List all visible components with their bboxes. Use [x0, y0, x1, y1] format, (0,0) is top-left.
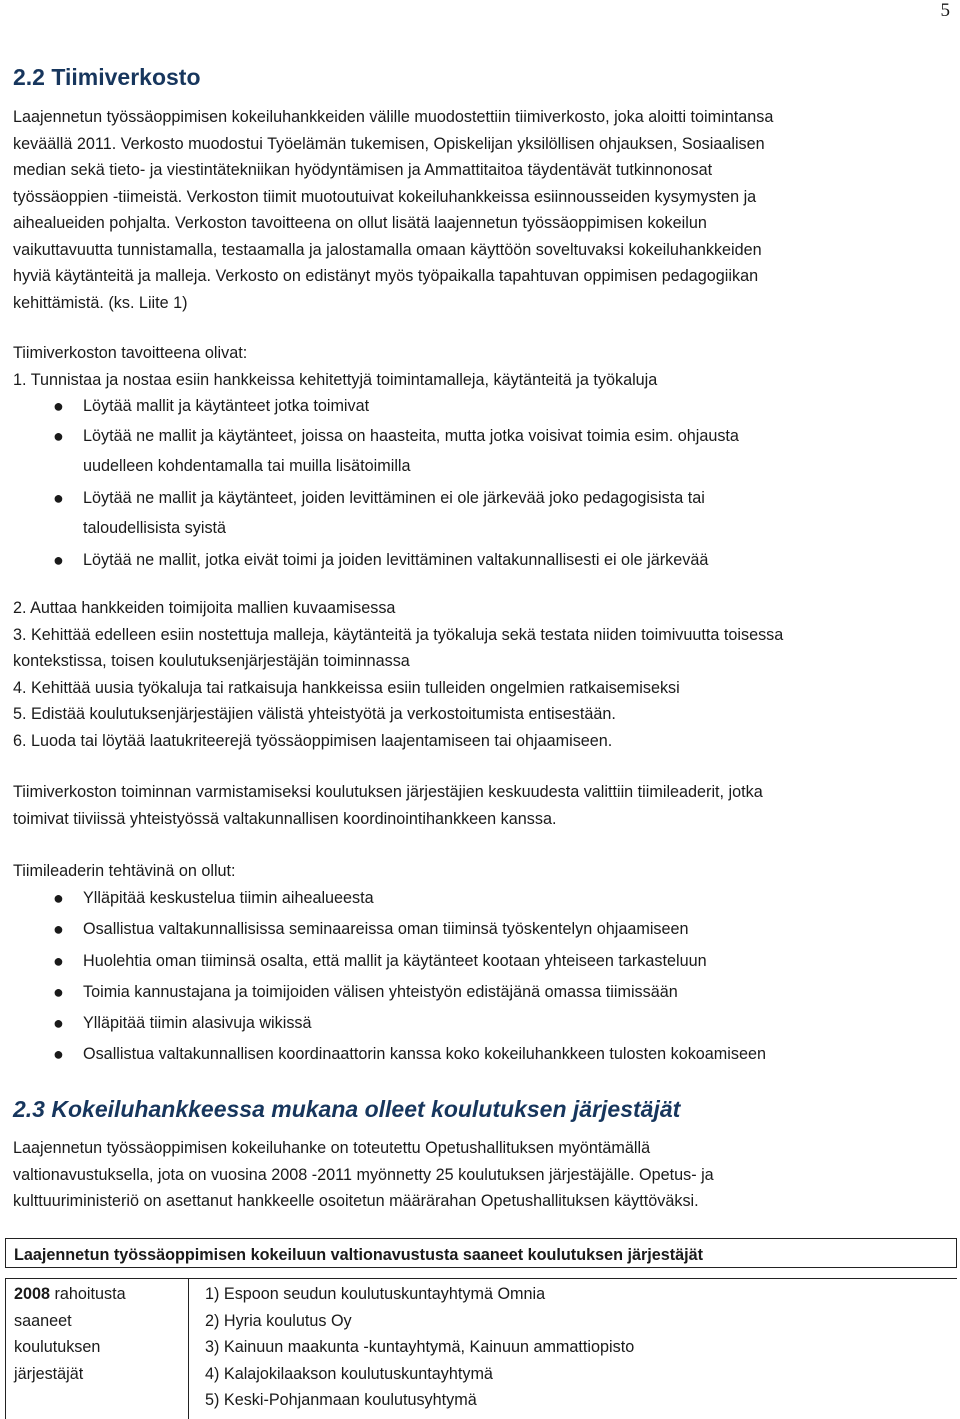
organizers-table	[5, 1238, 957, 1409]
paragraph-line: vaikuttavuutta tunnistamalla, testaamalla ja jalostamalla omaan käyttöön soveltuvaksi kokeiluhankkeiden	[13, 240, 762, 259]
goal-item: 6. Luoda tai löytää laatukriteerejä työssäoppimisen laajentamiseen tai ohjaamiseen.	[13, 731, 613, 750]
section-heading-2-3: 2.3 Kokeiluhankkeessa mukana olleet koulutuksen järjestäjät	[13, 1096, 681, 1122]
paragraph-line: hyviä käytänteitä ja malleja. Verkosto on edistänyt myös työpaikalla tapahtuvan oppimisen pedagogiikan	[13, 267, 759, 285]
bullet-item: ● Huolehtia oman tiiminsä osalta, että mallit ja käytänteet kootaan yhteiseen tarkasteluun	[13, 946, 948, 977]
bullet-icon: ●	[53, 950, 64, 971]
goal-item: 3. Kehittää edelleen esiin nostettuja malleja, käytänteitä ja työkaluja sekä testata niiden toimivuutta toisessa	[13, 625, 784, 644]
table-row	[5, 1278, 957, 1419]
section-heading-2-2: 2.2 Tiimiverkosto	[13, 64, 201, 90]
goal-item: 1. Tunnistaa ja nostaa esiin hankkeissa kehitettyjä toimintamalleja, käytänteitä ja työkaluja	[13, 370, 658, 389]
table-row-label: 2008 rahoitusta saaneet koulutuksen järjestäjät	[5, 1279, 189, 1419]
list-item: 3) Kainuun maakunta -kuntayhtymä, Kainuun ammattiopisto	[205, 1338, 635, 1356]
paragraph-line: Tiimiverkoston toiminnan varmistamiseksi koulutuksen järjestäjien keskuudesta valittiin tiimileaderit, jotka	[13, 783, 763, 801]
paragraph-line: keväällä 2011. Verkosto muodostui Työelämän tukemisen, Opiskelijan yksilöllisen ohjauksen, Sosiaalisen	[13, 134, 765, 153]
goal-item: 2. Auttaa hankkeiden toimijoita mallien kuvaamisessa	[13, 599, 396, 617]
paragraph-line: kulttuuriministeriö on asettanut hankkeelle osoitetun määrärahan Opetushallituksen käyttöväksi.	[13, 1192, 699, 1210]
bullet-icon: ●	[53, 550, 64, 570]
bullet-item: ● Ylläpitää keskustelua tiimin aihealueesta	[13, 883, 948, 914]
bullet-item: ● Löytää mallit ja käytänteet jotka toimivat	[13, 391, 948, 421]
paragraph-line: Laajennetun työssäoppimisen kokeiluhanke on toteutettu Opetushallituksen myöntämällä	[13, 1139, 651, 1157]
intro-paragraph	[13, 104, 948, 316]
leader-tasks-list	[13, 883, 948, 1071]
bullet-item: ● Löytää ne mallit ja käytänteet, joissa on haasteita, mutta jotka voisivat toimia esim. ohjausta uudelleen kohdentamalla tai muilla lisätoimilla	[13, 421, 948, 481]
list-item: 1) Espoon seudun koulutuskuntayhtymä Omnia	[205, 1285, 546, 1303]
bullet-item: ● Toimia kannustajana ja toimijoiden välisen yhteistyön edistäjänä omassa tiimissään	[13, 977, 948, 1008]
paragraph-line: Laajennetun työssäoppimisen kokeiluhankkeiden välille muodostettiin tiimiverkosto, joka aloitti toimintansa	[13, 108, 774, 126]
paragraph-line: valtionavustuksella, jota on vuosina 2008 -2011 myönnetty 25 koulutuksen järjestäjälle. Opetus- ja	[13, 1165, 714, 1184]
list-item: 4) Kalajokilaakson koulutuskuntayhtymä	[205, 1364, 493, 1383]
goals-list-rest	[13, 595, 948, 754]
bullet-icon: ●	[53, 488, 64, 508]
goal-item: 4. Kehittää uusia työkaluja tai ratkaisuja hankkeissa esiin tulleiden ongelmien ratkaisemiseksi	[13, 678, 680, 697]
bullet-icon: ●	[53, 919, 64, 940]
goal-item: kontekstissa, toisen koulutuksenjärjestäjän toiminnassa	[13, 652, 410, 670]
organizer-list	[205, 1281, 634, 1414]
goal-item: 5. Edistää koulutuksenjärjestäjien välistä yhteistyötä ja verkostoitumista entisestään.	[13, 705, 616, 723]
goal-1-bullet-list	[13, 391, 948, 575]
bullet-icon: ●	[53, 1013, 64, 1034]
page-number: 5	[940, 0, 950, 21]
bullet-item: ● Osallistua valtakunnallisissa seminaareissa oman tiiminsä työskentelyn ohjaamiseen	[13, 914, 948, 945]
paragraph-line: toimivat tiiviissä yhteistyössä valtakunnallisen koordinointihankkeen kanssa.	[13, 809, 557, 828]
list-item: 2) Hyria koulutus Oy	[205, 1311, 352, 1330]
list-item: 5) Keski-Pohjanmaan koulutusyhtymä	[205, 1391, 477, 1409]
bullet-item: ● Löytää ne mallit, jotka eivät toimi ja joiden levittäminen valtakunnallisesti ei ole järkevää	[13, 545, 948, 575]
paragraph-line: kehittämistä. (ks. Liite 1)	[13, 293, 188, 312]
bullet-icon: ●	[53, 1044, 64, 1065]
paragraph-line: aihealueiden pohjalta. Verkoston tavoitteena on ollut lisätä laajennetun työssäoppimisen kokeilun	[13, 214, 707, 232]
table-header: Laajennetun työssäoppimisen kokeiluun valtionavustusta saaneet koulutuksen järjestäjät	[5, 1238, 957, 1268]
goals-heading: Tiimiverkoston tavoitteena olivat:	[13, 344, 248, 362]
bullet-icon: ●	[53, 888, 64, 908]
paragraph-line: median sekä tieto- ja viestintätekniikan hyödyntämisen ja Ammattitaitoa täydentävät tutkinnonosat	[13, 161, 713, 179]
leaders-paragraph	[13, 779, 948, 832]
bullet-item: ● Ylläpitää tiimin alasivuja wikissä	[13, 1008, 948, 1039]
section-2-3-paragraph	[13, 1135, 948, 1215]
bullet-item: ● Löytää ne mallit ja käytänteet, joiden levittäminen ei ole järkevää joko pedagogisista tai taloudellisista syistä	[13, 483, 948, 543]
bullet-item: ● Osallistua valtakunnallisen koordinaattorin kanssa koko kokeiluhankkeen tulosten kokoamiseen	[13, 1039, 948, 1070]
bullet-icon: ●	[53, 981, 64, 1002]
bullet-icon: ●	[53, 426, 64, 446]
goals-heading-block	[13, 340, 948, 393]
leaders-heading: Tiimileaderin tehtävinä on ollut:	[13, 862, 236, 880]
paragraph-line: työssäoppien -tiimeistä. Verkoston tiimit muotoutuivat kokeiluhankkeissa esiinnousseiden kysymysten ja	[13, 187, 757, 206]
bullet-icon: ●	[53, 396, 64, 416]
